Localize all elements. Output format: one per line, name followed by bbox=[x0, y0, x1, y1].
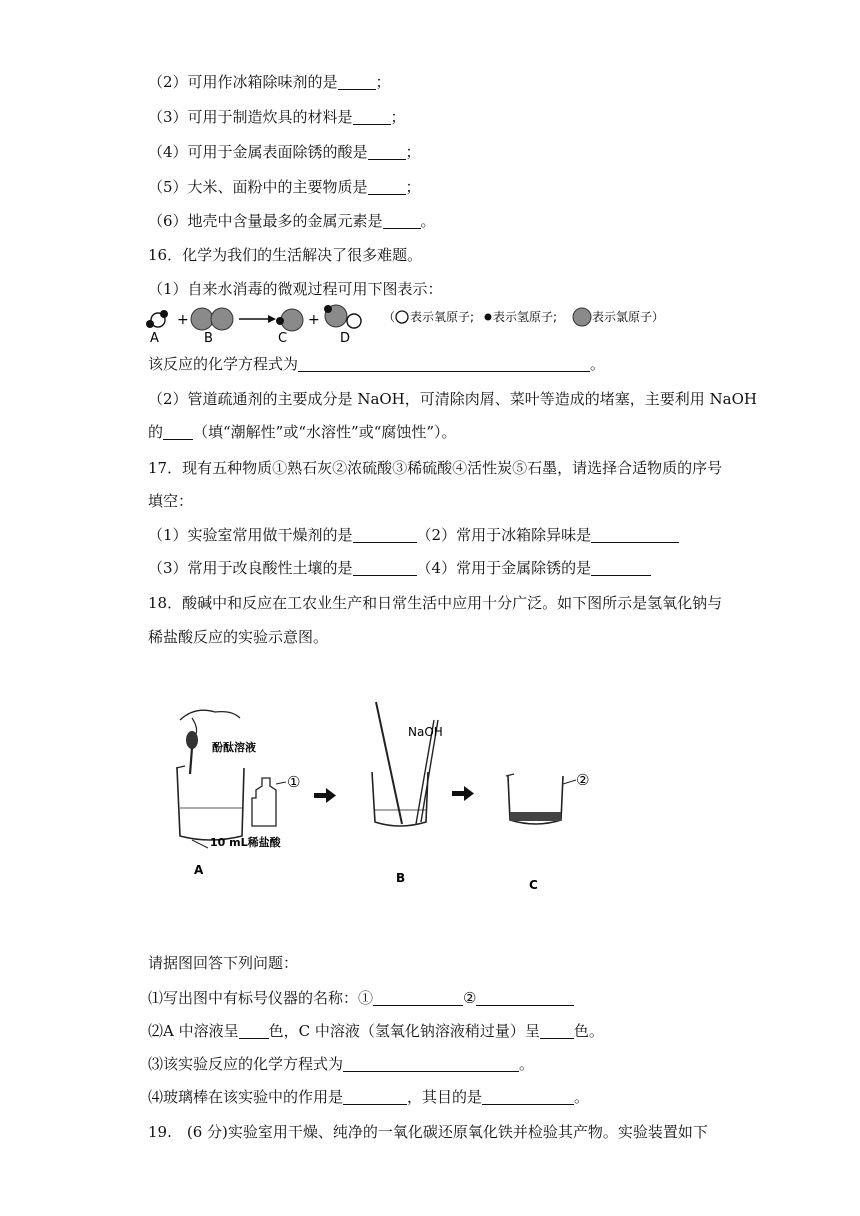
q18-sub1: ⑴写出图中有标号仪器的名称：① ② bbox=[148, 987, 574, 1009]
svg-text:表示氧原子;: 表示氧原子; bbox=[410, 310, 475, 324]
q17-line2: 填空： bbox=[148, 492, 194, 510]
q17-row1: （1）实验室常用做干燥剂的是 （2）常用于冰箱除异味是 bbox=[148, 524, 679, 546]
svg-text:10 mL稀盐酸: 10 mL稀盐酸 bbox=[210, 836, 281, 849]
molecule-d bbox=[324, 305, 361, 328]
answer-blank[interactable] bbox=[368, 179, 406, 195]
label-b: B bbox=[204, 331, 213, 344]
svg-text:酚酞溶液: 酚酞溶液 bbox=[212, 741, 256, 754]
answer-blank[interactable] bbox=[368, 144, 406, 160]
svg-text:NaOH: NaOH bbox=[408, 725, 443, 739]
panel-a bbox=[176, 710, 300, 877]
plus-sign: + bbox=[177, 312, 189, 328]
plus-sign: + bbox=[308, 312, 320, 328]
q18-line1: 18．酸碱中和反应在工农业生产和日常生活中应用十分广泛。如下图所示是氢氧化钠与 bbox=[148, 594, 723, 612]
molecule-c bbox=[276, 309, 303, 331]
answer-blank[interactable] bbox=[338, 74, 376, 90]
q19-line1: 19. (6 分)实验室用干燥、纯净的一氧化碳还原氧化铁并检验其产物。实验装置如下 bbox=[148, 1123, 708, 1141]
reaction-arrow bbox=[239, 315, 276, 323]
molecule-reaction-figure bbox=[140, 302, 680, 344]
panel-b bbox=[372, 702, 443, 885]
glass-rod-icon bbox=[376, 702, 402, 824]
answer-blank[interactable] bbox=[163, 424, 193, 440]
answer-blank[interactable] bbox=[353, 109, 391, 125]
answer-blank[interactable] bbox=[343, 1089, 407, 1105]
q17-line1: 17．现有五种物质①熟石灰②浓硫酸③稀硫酸④活性炭⑤石墨，请选择合适物质的序号 bbox=[148, 459, 723, 477]
label-d: D bbox=[340, 331, 351, 344]
answer-blank[interactable] bbox=[591, 560, 651, 576]
answer-blank[interactable] bbox=[540, 1023, 574, 1039]
experiment-figure bbox=[140, 698, 620, 898]
q16-part2-line1: （2）管道疏通剂的主要成分是 NaOH，可清除肉屑、菜叶等造成的堵塞，主要利用 NaOH bbox=[148, 390, 757, 408]
arrow-icon bbox=[314, 788, 336, 803]
q15-item-2: （2）可用作冰箱除味剂的是 ； bbox=[148, 73, 391, 91]
molecule-b bbox=[191, 308, 233, 330]
arrow-icon bbox=[452, 786, 474, 801]
svg-text:表示氯原子）: 表示氯原子） bbox=[592, 310, 665, 324]
q15-item-6: （6）地壳中含量最多的金属元素是 。 bbox=[148, 212, 436, 230]
answer-blank[interactable] bbox=[482, 1089, 574, 1105]
q18-sub2: ⑵A 中溶液呈 色，C 中溶液（氢氧化钠溶液稍过量）呈 色。 bbox=[148, 1022, 604, 1040]
equation-blank[interactable] bbox=[298, 356, 590, 372]
q18-line2: 稀盐酸反应的实验示意图。 bbox=[148, 628, 329, 646]
equation-blank[interactable] bbox=[343, 1056, 519, 1072]
legend bbox=[383, 308, 664, 326]
answer-blank[interactable] bbox=[353, 560, 417, 576]
q18-prompt: 请据图回答下列问题： bbox=[148, 954, 299, 972]
q16-equation-line: 该反应的化学方程式为 。 bbox=[148, 355, 606, 373]
q18-sub4: ⑷玻璃棒在该实验中的作用是 ，其目的是 。 bbox=[148, 1088, 590, 1106]
answer-blank[interactable] bbox=[383, 213, 421, 229]
q15-item-4: （4）可用于金属表面除锈的酸是 ； bbox=[148, 143, 421, 161]
answer-blank[interactable] bbox=[373, 990, 463, 1006]
q16-part2-line2: 的 （填“潮解性”或“水溶性”或“腐蚀性”）。 bbox=[148, 423, 457, 441]
hand-icon bbox=[180, 710, 240, 720]
answer-blank[interactable] bbox=[353, 527, 417, 543]
panel-c bbox=[506, 771, 589, 892]
svg-text:A: A bbox=[194, 863, 204, 877]
q15-item-5: （5）大米、面粉中的主要物质是 ； bbox=[148, 178, 421, 196]
residue bbox=[510, 812, 561, 821]
beaker-a-icon bbox=[177, 768, 244, 840]
answer-blank[interactable] bbox=[239, 1023, 269, 1039]
dropper-bottle-icon bbox=[252, 778, 276, 826]
svg-text:C: C bbox=[529, 878, 538, 892]
label-a: A bbox=[150, 331, 159, 344]
label-c: C bbox=[278, 331, 288, 344]
q17-row2: （3）常用于改良酸性土壤的是 （4）常用于金属除锈的是 bbox=[148, 557, 651, 579]
answer-blank[interactable] bbox=[476, 990, 574, 1006]
answer-blank[interactable] bbox=[591, 527, 679, 543]
molecule-a bbox=[146, 310, 168, 328]
q15-item-3: （3）可用于制造炊具的材料是 ； bbox=[148, 108, 406, 126]
svg-text:②: ② bbox=[576, 771, 590, 789]
svg-text:B: B bbox=[396, 871, 406, 885]
dropper-tube-icon bbox=[190, 748, 192, 774]
svg-text:①: ① bbox=[287, 773, 301, 791]
dropper-bulb-icon bbox=[186, 731, 198, 749]
q18-sub3: ⑶该实验反应的化学方程式为 。 bbox=[148, 1055, 535, 1073]
svg-text:表示氢原子;: 表示氢原子; bbox=[493, 310, 558, 324]
q16-title: 16．化学为我们的生活解决了很多难题。 bbox=[148, 246, 423, 264]
svg-text:（: （ bbox=[383, 310, 396, 324]
q16-part1: （1）自来水消毒的微观过程可用下图表示： bbox=[148, 280, 443, 298]
